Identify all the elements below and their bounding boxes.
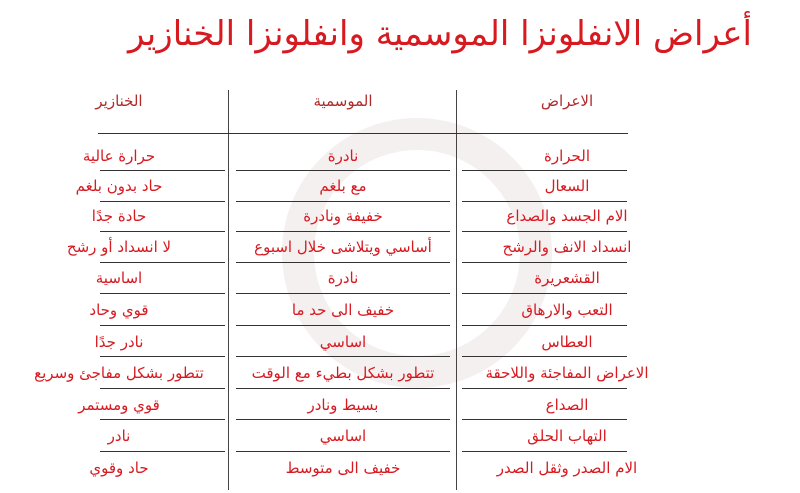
row-divider [462,293,627,294]
symptom-cell: التهاب الحلق [527,427,607,445]
seasonal-cell: خفيف الى متوسط [285,459,401,477]
symptom-cell: الصداع [545,396,589,414]
row-divider [462,388,627,389]
row-divider [462,231,627,232]
swine-cell: نادر [107,427,131,445]
row-divider [100,293,225,294]
header-divider [98,133,628,134]
row-divider [462,262,627,263]
swine-cell: نادر جدًا [94,333,144,351]
swine-cell: قوي ومستمر [78,396,160,414]
seasonal-cell: نادرة [327,147,359,165]
row-divider [100,170,225,171]
symptom-cell: التعب والارهاق [521,301,613,319]
seasonal-cell: خفيفة ونادرة [303,207,383,225]
row-divider [462,451,627,452]
column-divider-right [456,90,457,490]
seasonal-cell: نادرة [327,269,359,287]
seasonal-cell: اساسي [319,427,367,445]
row-divider [236,201,450,202]
row-divider [236,419,450,420]
row-divider [100,419,225,420]
row-divider [236,231,450,232]
seasonal-cell: مع بلغم [319,177,367,195]
symptom-cell: انسداد الانف والرشح [502,238,632,256]
symptom-cell: القشعريرة [534,269,600,287]
row-divider [236,451,450,452]
row-divider [100,325,225,326]
header-symptoms: الاعراض [540,92,594,110]
symptom-cell: الام الجسد والصداع [506,207,628,225]
swine-cell: تتطور بشكل مفاجئ وسريع [34,364,204,382]
swine-cell: حادة جدًا [91,207,147,225]
seasonal-cell: خفيف الى حد ما [291,301,395,319]
row-divider [100,356,225,357]
header-swine: الخنازير [95,92,143,110]
row-divider [100,388,225,389]
seasonal-cell: أساسي ويتلاشى خلال اسبوع [254,238,432,256]
row-divider [100,231,225,232]
seasonal-cell: بسيط ونادر [307,396,379,414]
row-divider [462,170,627,171]
row-divider [236,388,450,389]
seasonal-cell: تتطور بشكل بطيء مع الوقت [251,364,435,382]
symptom-cell: الاعراض المفاجئة واللاحقة [485,364,649,382]
swine-cell: قوي وحاد [89,301,149,319]
swine-cell: لا انسداد أو رشح [66,238,172,256]
row-divider [236,356,450,357]
header-seasonal: الموسمية [313,92,373,110]
row-divider [100,201,225,202]
row-divider [236,293,450,294]
swine-cell: حرارة عالية [82,147,156,165]
symptom-cell: السعال [544,177,590,195]
seasonal-cell: اساسي [319,333,367,351]
row-divider [100,451,225,452]
swine-cell: حاد وقوي [89,459,149,477]
row-divider [100,262,225,263]
page-title: أعراض الانفلونزا الموسمية وانفلونزا الخنازير [128,14,752,54]
row-divider [462,201,627,202]
row-divider [236,170,450,171]
row-divider [236,325,450,326]
symptom-cell: الحرارة [544,147,590,165]
row-divider [462,419,627,420]
swine-cell: حاد بدون بلغم [75,177,163,195]
symptom-cell: الام الصدر وثقل الصدر [496,459,638,477]
row-divider [462,356,627,357]
symptom-cell: العطاس [541,333,593,351]
swine-cell: اساسية [95,269,143,287]
row-divider [236,262,450,263]
row-divider [462,325,627,326]
